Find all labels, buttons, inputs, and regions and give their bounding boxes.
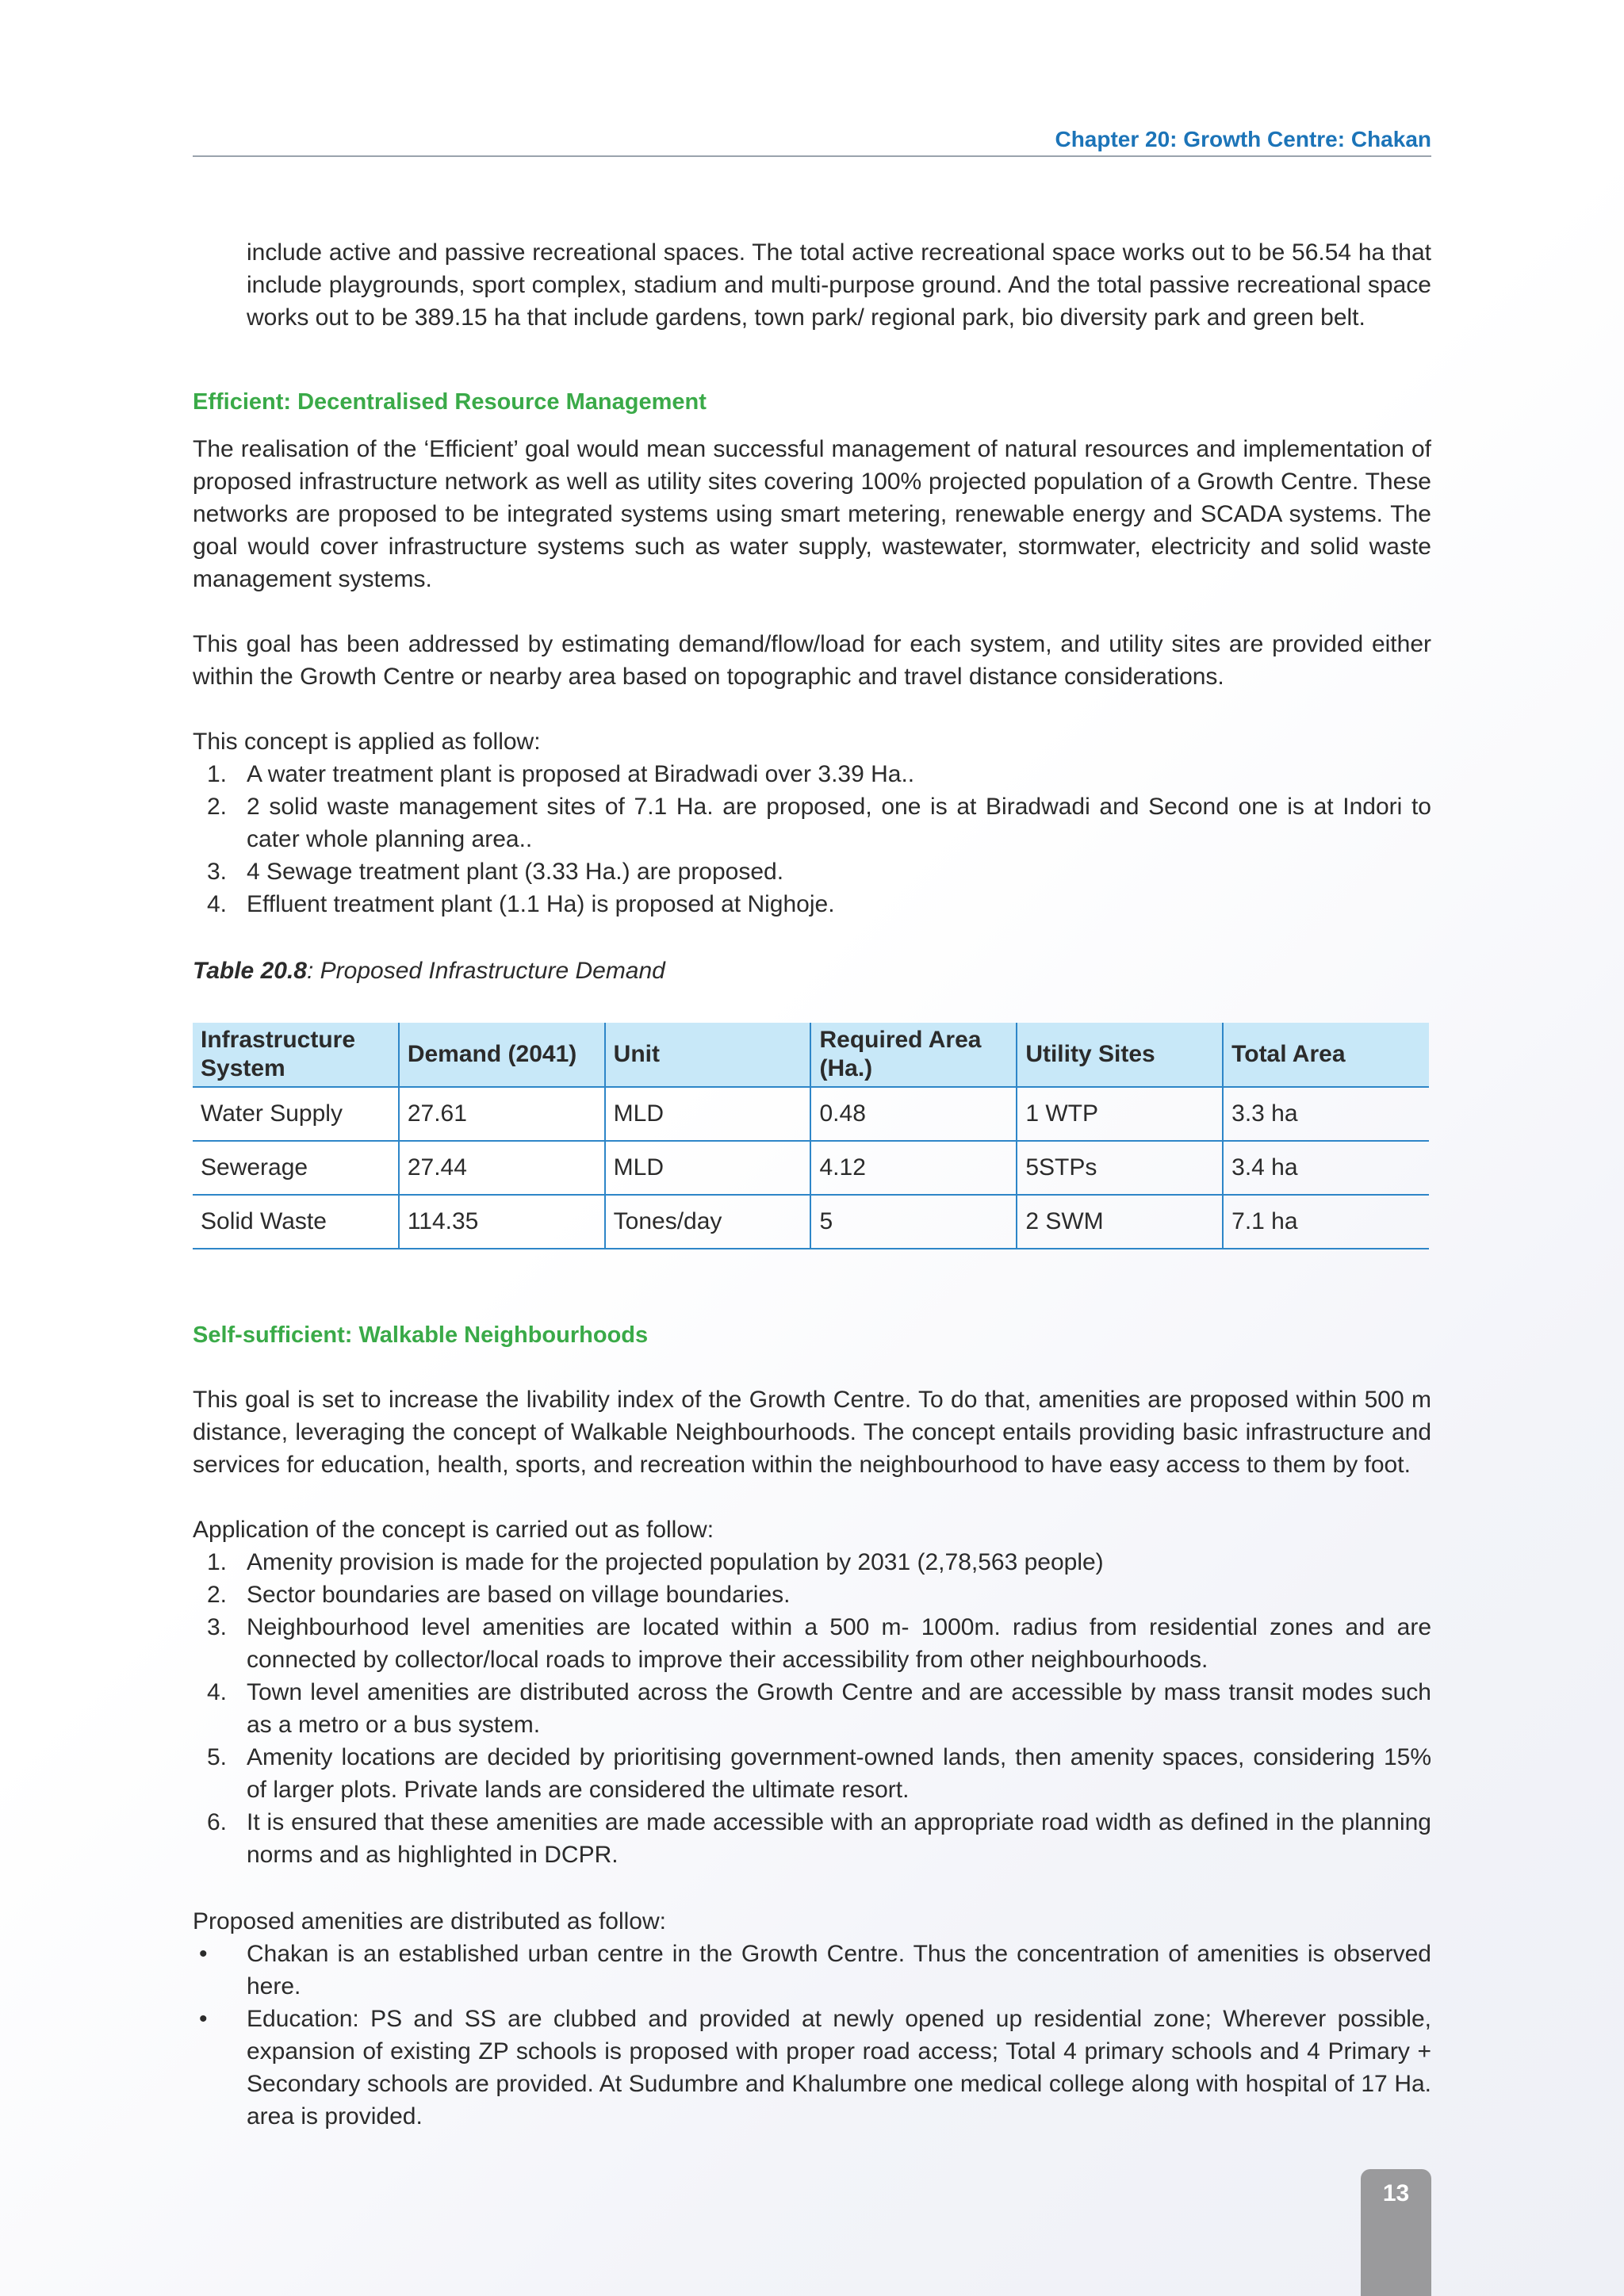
table-row <box>193 1087 1429 1141</box>
list-item <box>193 1546 1431 1578</box>
list-number: 6. <box>207 1809 228 1835</box>
table-cell: 1 WTP <box>1017 1087 1223 1141</box>
table-cell: 27.61 <box>399 1087 605 1141</box>
list-text: It is ensured that these amenities are made accessible with an appropriate road width as defined in the planning norms and as highlighted in DCPR. <box>247 1809 1431 1868</box>
list-text: Effluent treatment plant (1.1 Ha) is proposed at Nighoje. <box>247 891 835 917</box>
chapter-header: Chapter 20: Growth Centre: Chakan <box>1055 127 1431 151</box>
table-cell: 3.4 ha <box>1223 1141 1429 1195</box>
list-text: Sector boundaries are based on village boundaries. <box>247 1582 791 1608</box>
table-cell: 2 SWM <box>1017 1195 1223 1249</box>
column-header: Demand (2041) <box>399 1023 605 1087</box>
bullet-icon: • <box>199 1941 208 1967</box>
column-header: Required Area (Ha.) <box>810 1023 1017 1087</box>
table-cell: Tones/day <box>605 1195 811 1249</box>
list-number: 1. <box>207 761 228 787</box>
table-cell: MLD <box>605 1141 811 1195</box>
page-number: 13 <box>1361 2169 1431 2296</box>
table-cell: MLD <box>605 1087 811 1141</box>
table-cell: 0.48 <box>810 1087 1017 1141</box>
list-item <box>193 888 1431 920</box>
list-number: 3. <box>207 1614 228 1640</box>
self-sufficient-list <box>193 1546 1431 1871</box>
list-number: 2. <box>207 794 228 820</box>
bullet-text: Education: PS and SS are clubbed and provided at newly opened up residential zone; Wherever possible, expansion of existing ZP schools is proposed with proper road access; Total 4 primary schools and 4 Primary + Secondary schools are provided. At Sudumbre and Khalumbre one medical college along with hospital of 17 Ha. area is provided. <box>247 2006 1431 2130</box>
list-number: 5. <box>207 1744 228 1770</box>
table-header-row <box>193 1023 1429 1087</box>
list-item <box>193 790 1431 855</box>
list-number: 4. <box>207 1679 228 1705</box>
efficient-list <box>193 758 1431 920</box>
table-row <box>193 1195 1429 1249</box>
table-cell: Sewerage <box>193 1141 399 1195</box>
list-text: 4 Sewage treatment plant (3.33 Ha.) are proposed. <box>247 859 784 885</box>
list-text: Amenity locations are decided by prioritising government-owned lands, then amenity spaces, considering 15% of larger plots. Private lands are considered the ultimate resort. <box>247 1744 1431 1803</box>
self-sufficient-paragraph: This goal is set to increase the livability index of the Growth Centre. To do that, amenities are proposed within 500 m distance, leveraging the concept of Walkable Neighbourhoods. The concept entails providing basic infrastructure and services for education, health, sports, and recreation within the neighbourhood to have easy access to them by foot. <box>193 1387 1431 1478</box>
list-text: Neighbourhood level amenities are located within a 500 m- 1000m. radius from residential zones and are connected by collector/local roads to improve their accessibility from other neighbourhoods. <box>247 1614 1431 1673</box>
table-cell: Water Supply <box>193 1087 399 1141</box>
list-number: 3. <box>207 859 228 885</box>
header-rule <box>193 155 1431 157</box>
bullet-item <box>193 2003 1431 2133</box>
list-item <box>193 1611 1431 1676</box>
column-header: Utility Sites <box>1017 1023 1223 1087</box>
bullet-icon: • <box>199 2006 208 2032</box>
list-item <box>193 1741 1431 1806</box>
list-item <box>193 855 1431 888</box>
table-cell: 114.35 <box>399 1195 605 1249</box>
distribution-bullets <box>193 1938 1431 2133</box>
list-text: A water treatment plant is proposed at Biradwadi over 3.39 Ha.. <box>247 761 915 787</box>
table-caption <box>193 958 665 985</box>
table-row <box>193 1141 1429 1195</box>
list-item <box>193 1676 1431 1741</box>
column-header: Infrastructure System <box>193 1023 399 1087</box>
list-number: 4. <box>207 891 228 917</box>
efficient-paragraph-1: The realisation of the ‘Efficient’ goal would mean successful management of natural resources and implementation of proposed infrastructure network as well as utility sites covering 100% projected population of a Growth Centre. These networks are proposed to be integrated systems using smart metering, renewable energy and SCADA systems. The goal would cover infrastructure systems such as water supply, wastewater, stormwater, electricity and solid waste management systems. <box>193 436 1431 592</box>
table-cell: 3.3 ha <box>1223 1087 1429 1141</box>
list-text: Amenity provision is made for the projected population by 2031 (2,78,563 people) <box>247 1549 1104 1575</box>
self-sufficient-list-intro: Application of the concept is carried out as follow: <box>193 1517 714 1543</box>
self-sufficient-heading: Self-sufficient: Walkable Neighbourhoods <box>193 1322 649 1348</box>
efficient-paragraph-2: This goal has been addressed by estimating demand/flow/load for each system, and utility sites are provided either within the Growth Centre or nearby area based on topographic and travel distance considerations. <box>193 631 1431 690</box>
column-header: Unit <box>605 1023 811 1087</box>
infrastructure-demand-table <box>193 1023 1429 1249</box>
table-cell: 7.1 ha <box>1223 1195 1429 1249</box>
list-number: 2. <box>207 1582 228 1608</box>
table-cell: Solid Waste <box>193 1195 399 1249</box>
table-caption-text: : Proposed Infrastructure Demand <box>306 958 665 984</box>
list-text: 2 solid waste management sites of 7.1 Ha. are proposed, one is at Biradwadi and Second one is at Indori to cater whole planning area.. <box>247 794 1431 852</box>
efficient-heading: Efficient: Decentralised Resource Management <box>193 389 707 415</box>
bullet-item <box>193 1938 1431 2003</box>
intro-paragraph: include active and passive recreational spaces. The total active recreational space works out to be 56.54 ha that include playgrounds, sport complex, stadium and multi-purpose ground. And the total passive recreational space works out to be 389.15 ha that include gardens, town park/ regional park, bio diversity park and green belt. <box>247 239 1431 331</box>
table-cell: 5STPs <box>1017 1141 1223 1195</box>
list-item <box>193 758 1431 790</box>
efficient-list-intro: This concept is applied as follow: <box>193 729 541 755</box>
column-header: Total Area <box>1223 1023 1429 1087</box>
table-cell: 4.12 <box>810 1141 1017 1195</box>
list-number: 1. <box>207 1549 228 1575</box>
table-caption-label: Table 20.8 <box>193 958 307 984</box>
list-text: Town level amenities are distributed across the Growth Centre and are accessible by mass transit modes such as a metro or a bus system. <box>247 1679 1431 1738</box>
bullet-text: Chakan is an established urban centre in the Growth Centre. Thus the concentration of amenities is observed here. <box>247 1941 1431 1999</box>
table-cell: 5 <box>810 1195 1017 1249</box>
list-item <box>193 1806 1431 1871</box>
table-cell: 27.44 <box>399 1141 605 1195</box>
list-item <box>193 1578 1431 1611</box>
distribution-intro: Proposed amenities are distributed as follow: <box>193 1908 666 1934</box>
